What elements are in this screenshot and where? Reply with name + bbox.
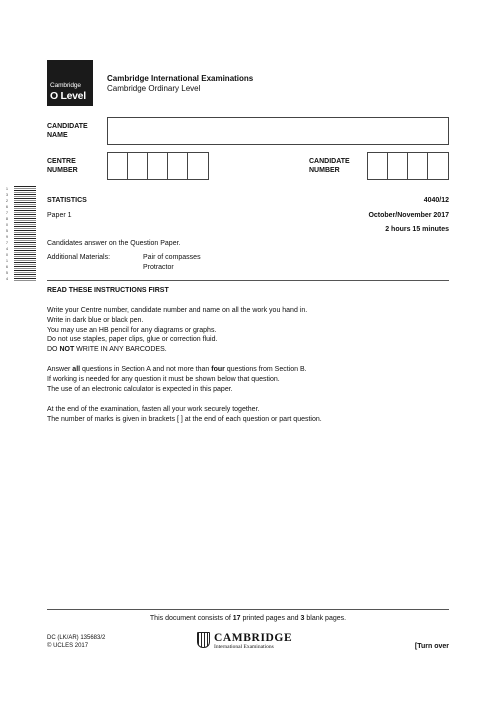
candidate-number-cell[interactable] — [388, 153, 408, 179]
logo-small-text: Cambridge — [50, 82, 81, 89]
paper-number: Paper 1 — [47, 212, 72, 219]
o-level-logo — [47, 60, 93, 106]
text-run: DO — [47, 346, 60, 354]
instruction-line: Do not use staples, paper clips, glue or correction fluid. — [47, 336, 218, 344]
barcode-digit: 0 — [6, 223, 8, 227]
instructions-block-1 — [47, 306, 447, 355]
cambridge-wordmark-sub: International Examinations — [214, 644, 274, 650]
centre-number-boxes[interactable] — [107, 152, 209, 180]
candidate-number-cell[interactable] — [428, 153, 448, 179]
instruction-line: At the end of the examination, fasten all your work securely together. — [47, 406, 260, 413]
materials-list — [143, 253, 201, 273]
candidate-number-label-line1: CANDIDATE — [309, 158, 350, 165]
barcode-digits — [6, 186, 12, 282]
text-run: This document consists of — [149, 615, 233, 622]
material-item: Protractor — [143, 264, 174, 271]
barcode-digit: 0 — [6, 253, 8, 257]
text-run: WRITE IN ANY BARCODES. — [74, 346, 167, 354]
barcode-digit: 2 — [6, 199, 8, 203]
instruction-line: The use of an electronic calculator is expected in this paper. — [47, 385, 233, 393]
candidate-number-label-line2: NUMBER — [309, 167, 340, 174]
barcode-digit: 6 — [6, 205, 8, 209]
barcode-digit: 8 — [6, 217, 8, 221]
barcode — [14, 186, 36, 282]
cambridge-crest-icon — [197, 632, 210, 648]
barcode-digit: 6 — [6, 265, 8, 269]
centre-number-cell[interactable] — [148, 153, 168, 179]
barcode-digit: 4 — [6, 277, 8, 281]
candidate-number-cell[interactable] — [408, 153, 428, 179]
answer-on-paper: Candidates answer on the Question Paper. — [47, 240, 181, 247]
instructions-block-2 — [47, 365, 447, 394]
text-run: printed pages and — [240, 615, 301, 622]
centre-number-cell[interactable] — [188, 153, 208, 179]
candidate-number-label — [309, 157, 350, 175]
instruction-line: The number of marks is given in brackets [ ] at the end of each question or part question. — [47, 415, 322, 423]
instruction-line: Write your Centre number, candidate number and name on all the work you hand in. — [47, 307, 308, 314]
emphasis-not: NOT — [59, 346, 75, 354]
footer-divider — [47, 609, 449, 610]
material-item: Pair of compasses — [143, 254, 201, 261]
paper-code: 4040/12 — [423, 197, 449, 204]
instruction-line-answer — [47, 365, 447, 375]
blank-pages-count: 3 — [300, 615, 305, 622]
barcode-digit: 3 — [6, 193, 8, 197]
barcode-digit: 1 — [6, 187, 8, 191]
candidate-name-label-line1: CANDIDATE — [47, 123, 88, 130]
document-reference — [47, 634, 105, 650]
barcode-digit: 7 — [6, 241, 8, 245]
centre-number-cell[interactable] — [128, 153, 148, 179]
candidate-number-boxes[interactable] — [367, 152, 449, 180]
text-run: blank pages. — [304, 615, 347, 622]
exam-board: Cambridge International Examinations — [107, 74, 254, 83]
copyright: © UCLES 2017 — [47, 643, 89, 649]
centre-number-label-line1: CENTRE — [47, 158, 76, 165]
instructions-block-3 — [47, 405, 447, 425]
text-run: questions from Section B. — [224, 366, 307, 373]
instruction-line: Write in dark blue or black pen. — [47, 316, 144, 324]
instructions-heading: READ THESE INSTRUCTIONS FIRST — [47, 287, 169, 294]
barcode-digit: 1 — [6, 259, 8, 263]
instruction-line: You may use an HB pencil for any diagrams or graphs. — [47, 326, 217, 334]
reference-code: DC (LK/AR) 135683/2 — [47, 635, 106, 641]
barcode-digit: 4 — [6, 247, 8, 251]
divider — [47, 280, 449, 281]
exam-duration: 2 hours 15 minutes — [385, 226, 449, 233]
barcode-digit: 5 — [6, 229, 8, 233]
subject: STATISTICS — [47, 197, 87, 204]
barcode-digit: 7 — [6, 211, 8, 215]
candidate-name-label — [47, 122, 88, 140]
emphasis-all: all — [72, 366, 81, 373]
page-count — [0, 614, 496, 624]
candidate-number-cell[interactable] — [368, 153, 388, 179]
barcode-digit: 5 — [6, 271, 8, 275]
exam-session: October/November 2017 — [368, 212, 449, 219]
instruction-line: If working is needed for any question it must be shown below that question. — [47, 375, 280, 383]
centre-number-cell[interactable] — [168, 153, 188, 179]
emphasis-four: four — [211, 366, 225, 373]
materials-label: Additional Materials: — [47, 254, 111, 261]
candidate-name-field[interactable] — [107, 117, 449, 145]
centre-number-label-line2: NUMBER — [47, 167, 78, 174]
barcode-digit: 9 — [6, 235, 8, 239]
cambridge-wordmark: CAMBRIDGE — [214, 632, 293, 644]
exam-level: Cambridge Ordinary Level — [107, 84, 201, 93]
centre-number-cell[interactable] — [108, 153, 128, 179]
turn-over: [Turn over — [414, 643, 449, 650]
logo-big-text: O Level — [50, 90, 86, 102]
centre-number-label — [47, 157, 78, 175]
text-run: questions in Section A and not more than — [80, 366, 212, 373]
candidate-name-label-line2: NAME — [47, 132, 68, 139]
instruction-line-barcodes — [47, 345, 447, 355]
text-run: Answer — [47, 366, 73, 373]
printed-pages-count: 17 — [232, 615, 241, 622]
